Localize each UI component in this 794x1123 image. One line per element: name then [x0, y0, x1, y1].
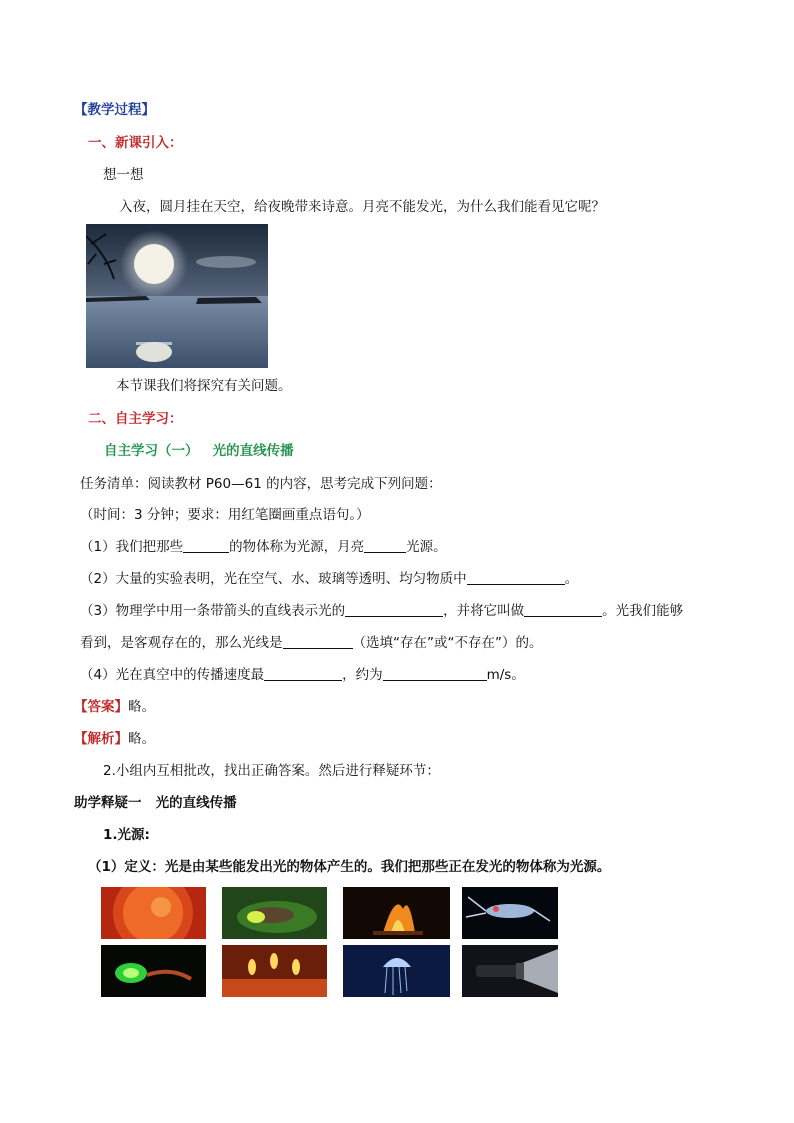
question-1: （1）我们把那些 的物体称为光源，月亮 光源。	[80, 539, 447, 555]
candles-image	[222, 945, 327, 997]
blank-4a[interactable]	[264, 667, 342, 681]
blank-1a[interactable]	[183, 539, 229, 553]
question-3-cont: 看到，是客观存在的，那么光线是 （选填“存在”或“不存在”）的。	[80, 635, 543, 651]
analysis-label: 【解析】	[74, 731, 128, 747]
section-title: 【教学过程】	[74, 102, 155, 118]
part1-heading: 一、新课引入：	[88, 135, 183, 151]
part2-heading: 二、自主学习：	[88, 411, 183, 427]
firefly-image	[222, 887, 327, 939]
blank-3a[interactable]	[345, 603, 443, 617]
analysis-line	[74, 730, 155, 748]
light-source-item: 1.光源:	[103, 827, 150, 843]
answer-text: 略。	[128, 699, 155, 715]
answer-label: 【答案】	[74, 699, 128, 715]
blank-3b[interactable]	[524, 603, 602, 617]
sun-image	[101, 887, 206, 939]
question-2: （2）大量的实验表明，光在空气、水、玻璃等透明、均匀物质中 。	[80, 571, 579, 587]
blank-1b[interactable]	[364, 539, 406, 553]
campfire-image	[343, 887, 450, 939]
intro-conclusion: 本节课我们将探究有关问题。	[116, 378, 292, 394]
glowing-shrimp-image	[462, 887, 558, 939]
answer-line	[74, 698, 155, 716]
light-source-definition: （1）定义：光是由某些能发出光的物体产生的。我们把那些正在发光的物体称为光源。	[88, 859, 611, 875]
step-2: 2.小组内互相批改，找出正确答案。然后进行释疑环节：	[103, 763, 440, 779]
question-3: （3）物理学中用一条带箭头的直线表示光的 ，并将它叫做 。光我们能够	[80, 603, 684, 619]
moon-lake-image	[86, 224, 268, 368]
analysis-text: 略。	[128, 731, 155, 747]
flashlight-image	[462, 945, 558, 997]
intro-question: 入夜，圆月挂在天空，给夜晚带来诗意。月亮不能发光，为什么我们能看见它呢？	[119, 199, 605, 215]
question-4: （4）光在真空中的传播速度最 ，约为 m/s。	[80, 667, 525, 683]
blank-3c[interactable]	[283, 635, 353, 649]
blank-4b[interactable]	[383, 667, 487, 681]
part2-subheading: 自主学习（一） 光的直线传播	[104, 443, 294, 459]
time-note: （时间：3 分钟；要求：用红笔圈画重点语句。）	[80, 507, 370, 523]
jellyfish-image	[343, 945, 450, 997]
task-list: 任务清单：阅读教材 P60—61 的内容，思考完成下列问题：	[80, 476, 442, 492]
glowstick-image	[101, 945, 206, 997]
help-heading: 助学释疑一 光的直线传播	[74, 795, 237, 811]
blank-2[interactable]	[467, 571, 565, 585]
think-label: 想一想	[103, 167, 144, 183]
